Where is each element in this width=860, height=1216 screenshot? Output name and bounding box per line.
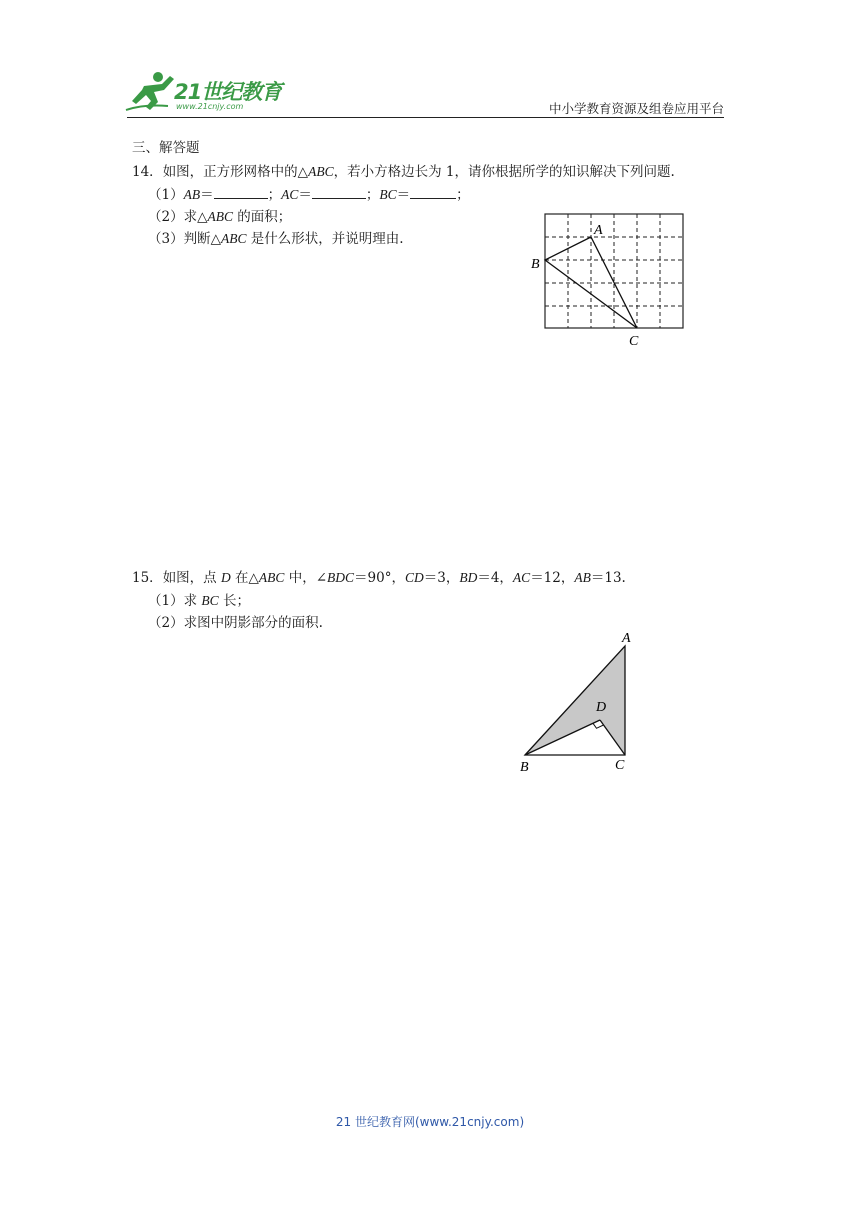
q14-semi-1: ； bbox=[267, 187, 282, 203]
q14-triangle-name: ABC bbox=[308, 164, 334, 179]
q14-ab-answer-blank[interactable] bbox=[214, 185, 268, 199]
q15-p1-a: （1）求 bbox=[148, 593, 202, 609]
q15-part2: （2）求图中阴影部分的面积. bbox=[148, 615, 323, 631]
header-logo bbox=[124, 70, 294, 116]
q15-s6: ＝4， bbox=[477, 570, 513, 586]
q14-eq-1: ＝ bbox=[200, 187, 214, 203]
q14-ab-label: AB bbox=[183, 187, 201, 202]
q14-stem-a: 如图，正方形网格中的△ bbox=[162, 164, 309, 180]
q15-part1 bbox=[148, 591, 250, 611]
q15-p1-bc: BC bbox=[201, 593, 219, 608]
q15-label-d: D bbox=[596, 700, 607, 715]
q15-label-c: C bbox=[615, 758, 625, 773]
platform-name: 中小学教育资源及组卷应用平台 bbox=[548, 101, 724, 116]
q14-ac-answer-blank[interactable] bbox=[312, 185, 366, 199]
q14-p2-abc: ABC bbox=[207, 209, 233, 224]
q14-number: 14． bbox=[132, 164, 163, 180]
q14-eq-3: ＝ bbox=[396, 187, 411, 203]
q14-ac-label: AC bbox=[281, 187, 299, 202]
q14-eq-2: ＝ bbox=[298, 187, 312, 203]
q14-grid-figure bbox=[525, 205, 695, 355]
q14-p3-abc: ABC bbox=[220, 231, 247, 246]
q15-s4: ＝90°， bbox=[354, 570, 405, 586]
logo-url: www.21cnjy.com bbox=[176, 102, 244, 111]
q15-ac: AC bbox=[512, 570, 531, 585]
q15-abc: ABC bbox=[258, 570, 285, 585]
header-rule bbox=[127, 117, 724, 118]
q14-part1 bbox=[148, 185, 470, 205]
q15-bd: BD bbox=[459, 570, 478, 585]
q14-stem bbox=[132, 162, 675, 182]
q15-triangle-figure bbox=[510, 625, 640, 775]
q15-s3: 中，∠ bbox=[284, 570, 328, 586]
q15-s7: ＝12， bbox=[530, 570, 575, 586]
q15-s8: ＝13. bbox=[590, 570, 626, 586]
q15-s2: 在△ bbox=[230, 570, 259, 586]
q14-label-a: A bbox=[594, 223, 603, 238]
q15-label-b: B bbox=[520, 760, 529, 775]
q15-p1-b: 长； bbox=[218, 593, 250, 609]
q14-bc-label: BC bbox=[379, 187, 397, 202]
q14-p3-a: （3）判断△ bbox=[148, 231, 221, 247]
q14-stem-b: ，若小方格边长为 1，请你根据所学的知识解决下列问题. bbox=[333, 164, 675, 180]
q14-label-b: B bbox=[531, 257, 540, 272]
section-title: 三、解答题 bbox=[132, 140, 200, 156]
q14-semi-3: ； bbox=[456, 187, 470, 203]
q14-part3 bbox=[148, 229, 404, 249]
q14-p2-b: 的面积； bbox=[232, 209, 292, 225]
q14-bc-answer-blank[interactable] bbox=[410, 185, 456, 199]
q15-s1: 如图，点 bbox=[162, 570, 221, 586]
q15-ab: AB bbox=[574, 570, 591, 585]
q15-label-a: A bbox=[622, 631, 631, 646]
q15-s5: ＝3， bbox=[423, 570, 460, 586]
q14-p3-b: 是什么形状，并说明理由. bbox=[246, 231, 404, 247]
q15-bdc: BDC bbox=[327, 570, 355, 585]
runner-logo-icon bbox=[124, 70, 176, 114]
q14-semi-2: ； bbox=[365, 187, 380, 203]
q15-number: 15． bbox=[132, 570, 163, 586]
q14-part2 bbox=[148, 207, 291, 227]
logo-text: 21世纪教育 bbox=[174, 80, 282, 104]
q15-right-angle-mark bbox=[593, 723, 604, 728]
q14-p1-label: （1） bbox=[148, 187, 184, 203]
q15-cd: CD bbox=[404, 570, 424, 585]
q15-point-d: D bbox=[220, 570, 231, 585]
footer-site[interactable]: 21 世纪教育网(www.21cnjy.com) bbox=[335, 1115, 525, 1129]
q14-label-c: C bbox=[629, 334, 639, 349]
q14-p2-a: （2）求△ bbox=[148, 209, 208, 225]
q15-stem bbox=[132, 568, 626, 588]
